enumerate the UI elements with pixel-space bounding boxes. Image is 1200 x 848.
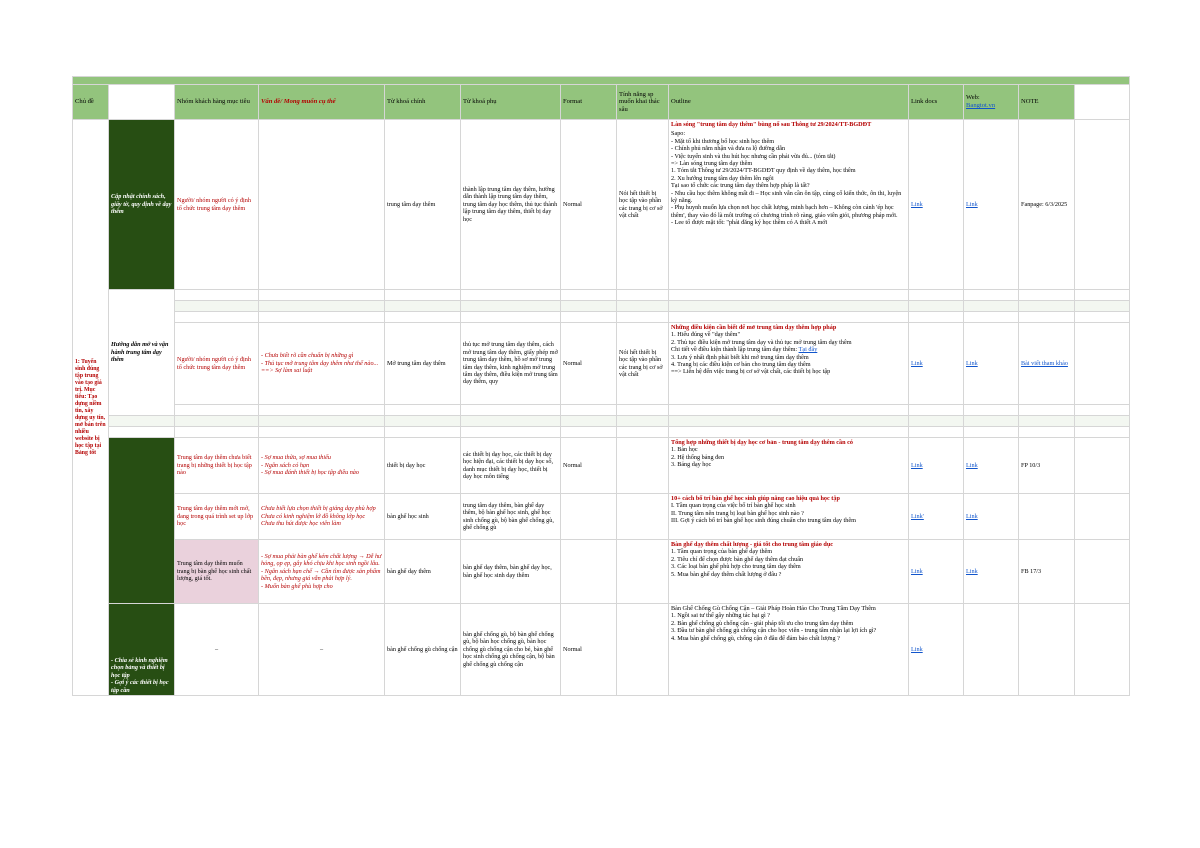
docs-link[interactable]: Link: [911, 359, 923, 367]
format-cell[interactable]: [561, 540, 617, 604]
feature-cell[interactable]: [617, 604, 669, 696]
extra-cell[interactable]: [1075, 438, 1130, 494]
spacer-row: [73, 427, 1130, 438]
table-row: [73, 540, 1130, 604]
docs-link[interactable]: Link: [911, 567, 923, 575]
outline-cell[interactable]: [669, 540, 909, 604]
outline-link[interactable]: Tại đây: [798, 346, 818, 354]
col-tinh-nang[interactable]: Tính năng sp muốn khai thác sâu: [617, 85, 669, 120]
table-row: [73, 120, 1130, 290]
col-van-de[interactable]: Vấn đề/ Mong muốn cụ thể: [259, 85, 385, 120]
sub-keyword-cell[interactable]: thành lập trung tâm dạy thêm, hướng dẫn thành lập trung tâm dạy thêm, trung tâm dạy học thêm, thủ tục thành lập trung tâm dạy thêm, thiết bị dạy học: [461, 120, 561, 290]
col-blank[interactable]: [109, 85, 175, 120]
problem-cell[interactable]: - Sợ mua phải bàn ghế kém chất lượng → Dễ hư hỏng, ọp ẹp, gây khó chịu khi học sinh ngồi lâu. - Ngân sách hạn chế → Cần tìm được sản phẩm bền, đẹp, nhưng giá vẫn phải hợp lý. - Muốn bàn ghế phù hợp cho: [259, 540, 385, 604]
feature-cell[interactable]: [617, 540, 669, 604]
col-format[interactable]: Format: [561, 85, 617, 120]
web-link[interactable]: Link: [966, 512, 978, 520]
main-keyword-cell[interactable]: thiết bị dạy học: [385, 438, 461, 494]
note-cell[interactable]: FP 10/3: [1019, 438, 1075, 494]
web-cell[interactable]: [964, 323, 1019, 405]
format-cell[interactable]: Normal: [561, 604, 617, 696]
main-keyword-cell[interactable]: bàn ghế dạy thêm: [385, 540, 461, 604]
note-cell[interactable]: Fanpage: 6/3/2025: [1019, 120, 1075, 290]
col-web[interactable]: [964, 85, 1019, 120]
docs-link[interactable]: Link: [911, 200, 923, 208]
audience-cell[interactable]: Người/ nhóm người có ý định tổ chức trung tâm dạy thêm: [175, 323, 259, 405]
outline-body: Sapo: - Mặt tổ khi thương bổ học sinh học thêm - Chính phủ nắm nhận và đưa ra lộ đường dẫn - Việc tuyển sinh và thu hút học nhưng cần phải vừa đủ... (tóm tắt) => Làn sóng trung tâm dạy thêm 1. Tóm tắt Thông tư 29/2024/TT-BGDĐT quy định về dạy thêm, học thêm 2. Xu hướng trung tâm dạy thêm lên ngôi Tại sao tổ chức các trung tâm dạy thêm hợp pháp là tất? - Nhu cầu học thêm không mất đi – Học sinh vẫn cần ôn tập, củng cố kiến thức, ôn thi, luyện kỹ năng. - Phụ huynh muốn lựa chọn nơi học chất lượng, minh bạch hơn – Không còn cảnh 'ép học thêm', thay vào đó là môi trường có chương trình rõ ràng, giáo viên giỏi, phương pháp mới. - Lee tổ được mặt tốt: "phải đăng ký học thêm có A thiết A mới: [671, 130, 902, 227]
note-cell[interactable]: [1019, 604, 1075, 696]
web-link[interactable]: Link: [966, 200, 978, 208]
audience-cell[interactable]: –: [175, 604, 259, 696]
docs-link[interactable]: Link': [911, 512, 924, 520]
web-cell[interactable]: [964, 494, 1019, 540]
extra-cell[interactable]: [1075, 540, 1130, 604]
outline-title: Những điều kiện cần biết để mở trung tâm dạy thêm hợp pháp: [671, 324, 837, 331]
outline-body: [671, 331, 906, 353]
category-cell[interactable]: Cập nhật chính sách, giấy tờ, quy định về dạy thêm: [109, 120, 175, 290]
link-docs-cell[interactable]: [909, 323, 964, 405]
extra-cell[interactable]: [1075, 120, 1130, 290]
audience-cell[interactable]: Người/ nhóm người có ý định tổ chức trung tâm dạy thêm: [175, 120, 259, 290]
main-keyword-cell[interactable]: Mở trung tâm dạy thêm: [385, 323, 461, 405]
outline-cell[interactable]: [669, 604, 909, 696]
outline-title: Tổng hợp những thiết bị dạy học cơ bản - trung tâm dạy thêm cần có: [671, 439, 853, 446]
outline-cell[interactable]: [669, 120, 909, 290]
outline-title: Làn sóng "trung tâm dạy thêm" bùng nổ sau Thông tư 29/2024/TT-BGDĐT: [671, 121, 872, 128]
outline-title: Bàn Ghế Chống Gù Chống Cận – Giải Pháp Hoàn Hảo Cho Trung Tâm Dạy Thêm: [671, 605, 876, 612]
feature-cell[interactable]: Nói hết thiết bị học tập vào phần các trang bị cơ sở vật chất: [617, 120, 669, 290]
web-link[interactable]: Link: [966, 461, 978, 469]
web-link[interactable]: Link: [966, 567, 978, 575]
col-extra[interactable]: [1075, 85, 1130, 120]
reference-link[interactable]: Bài viết tham khảo: [1021, 359, 1068, 367]
sub-keyword-cell[interactable]: trung tâm dạy thêm, bàn ghế dạy thêm, bộ bàn ghế học sinh, ghế học sinh chống gù, bộ bàn ghế chống gù, ghế chống gù: [461, 494, 561, 540]
outline-cell[interactable]: [669, 323, 909, 405]
main-keyword-cell[interactable]: bàn ghế học sinh: [385, 494, 461, 540]
web-cell[interactable]: [964, 604, 1019, 696]
note-cell[interactable]: [1019, 494, 1075, 540]
problem-cell[interactable]: [259, 120, 385, 290]
outline-cell[interactable]: [669, 438, 909, 494]
web-label: Web:: [966, 94, 980, 102]
spacer-row: [73, 301, 1130, 312]
col-tu-khoa-chinh[interactable]: Từ khoá chính: [385, 85, 461, 120]
link-docs-cell[interactable]: [909, 494, 964, 540]
col-nhom[interactable]: Nhóm khách hàng mục tiêu: [175, 85, 259, 120]
table-row: [73, 438, 1130, 494]
category-cell-dark[interactable]: [109, 438, 175, 604]
docs-link[interactable]: Link: [911, 461, 923, 469]
spacer-row: [73, 312, 1130, 323]
outline-title: 10+ cách bố trí bàn ghế học sinh giúp nâng cao hiệu quả học tập: [671, 495, 840, 502]
feature-cell[interactable]: [617, 438, 669, 494]
header-strip: [73, 77, 1130, 85]
spacer-row: [73, 290, 1130, 301]
audience-cell[interactable]: Trung tâm dạy thêm chưa biết trang bị những thiết bị học tập nào: [175, 438, 259, 494]
problem-cell[interactable]: –: [259, 604, 385, 696]
web-link[interactable]: Link: [966, 359, 978, 367]
feature-cell[interactable]: Nói hết thiết bị học tập vào phần các trang bị cơ sở vật chất: [617, 323, 669, 405]
category-cell[interactable]: - Chia sẻ kinh nghiệm chọn bảng và thiết bị học tập - Gợi ý các thiết bị học tập cần: [109, 604, 175, 696]
outline-body: 1. Tầm quan trọng của bàn ghế dạy thêm 2. Tiêu chí để chọn được bàn ghế dạy thêm đạt chuẩn 3. Các loại bàn ghế phù hợp cho trung tâm dạy thêm 5. Mua bàn ghế dạy thêm chất lượng ở đâu ?: [671, 548, 804, 578]
outline-body: 1. Bàn học 2. Hệ thống bảng đen 3. Bảng dạy học: [671, 446, 725, 469]
extra-cell[interactable]: [1075, 323, 1130, 405]
problem-cell[interactable]: - Chưa biết rõ cần chuẩn bị những gì - Thủ tục mở trung tâm dạy thêm như thế nào... ==> Sợ làm sai luật: [259, 323, 385, 405]
web-cell[interactable]: [964, 120, 1019, 290]
sub-keyword-cell[interactable]: các thiết bị dạy học, các thiết bị dạy học hiện đại, các thiết bị dạy học số, danh mục thiết bị dạy học, thiết bị dạy học môn tiếng: [461, 438, 561, 494]
outline-cell[interactable]: [669, 494, 909, 540]
format-cell[interactable]: [561, 494, 617, 540]
outline-body: 1. Ngồi sai tư thế gây những tác hại gì ? 2. Bàn ghế chống gù chống cận - giải pháp tối ưu cho trung tâm dạy thêm 3. Đầu tư bàn ghế chống gù chống cận cho học viên - trung tâm nhận lại lợi ích gì? 4. Mua bàn ghế chống gù, chống cận ở đâu để đảm bảo chất lượng ?: [671, 612, 877, 642]
web-site-link[interactable]: Bangtot.vn: [966, 102, 996, 109]
spacer-row: [73, 405, 1130, 416]
format-cell[interactable]: Normal: [561, 120, 617, 290]
col-note[interactable]: NOTE: [1019, 85, 1075, 120]
main-keyword-cell[interactable]: bàn ghế chống gù chống cận: [385, 604, 461, 696]
link-docs-cell[interactable]: [909, 120, 964, 290]
outline-title: Bàn ghế dạy thêm chất lượng - giá tốt cho trung tâm giáo dục: [671, 541, 834, 548]
spreadsheet: [72, 76, 1129, 696]
note-cell[interactable]: FB 17/3: [1019, 540, 1075, 604]
problem-cell[interactable]: Chưa biết lựa chọn thiết bị giảng dạy phù hợp Chưa có kinh nghiệm lớ đồ không lớp học Chưa thu hút được học viên làm: [259, 494, 385, 540]
link-docs-cell[interactable]: [909, 604, 964, 696]
link-docs-cell[interactable]: [909, 540, 964, 604]
main-topic-cell[interactable]: 1: Tuyển sinh đúng tập trung vào tạo giá trị. Mục tiêu: Tạo dựng niềm tin, xây dựng uy tín, mở bán trên nhiều website bị học tập tại Bảng tốt: [73, 120, 109, 696]
audience-text: Trung tâm dạy thêm muốn trang bị bàn ghế học sinh chất lượng, giá tốt.: [177, 560, 252, 583]
category-cell[interactable]: Hướng dẫn mở và vận hành trung tâm dạy thêm: [109, 290, 175, 416]
web-cell[interactable]: [964, 540, 1019, 604]
header-row: [73, 85, 1130, 120]
link-docs-cell[interactable]: [909, 438, 964, 494]
spacer-row: [73, 416, 1130, 427]
col-link-docs[interactable]: Link docs: [909, 85, 964, 120]
table-row: [73, 323, 1130, 405]
col-chu-de[interactable]: Chủ đề: [73, 85, 109, 120]
problem-cell[interactable]: - Sợ mua thừa, sợ mua thiếu - Ngân sách có hạn - Sợ mua đánh thiết bị học tập điều nào: [259, 438, 385, 494]
table-row: [73, 494, 1130, 540]
table-row: [73, 604, 1130, 696]
format-cell[interactable]: Normal: [561, 323, 617, 405]
web-cell[interactable]: [964, 438, 1019, 494]
col-tu-khoa-phu[interactable]: Từ khoá phụ: [461, 85, 561, 120]
feature-cell[interactable]: [617, 494, 669, 540]
content-plan-table: [72, 76, 1130, 696]
extra-cell[interactable]: [1075, 604, 1130, 696]
sub-keyword-cell[interactable]: thủ tục mở trung tâm dạy thêm, cách mở trung tâm dạy thêm, giấy phép mở trung tâm dạy thêm, hồ sơ mở trung tâm dạy thêm, kinh nghiệm mở trung tâm dạy thêm, điều kiện mở trung tâm dạy thêm, quy: [461, 323, 561, 405]
col-outline[interactable]: Outline: [669, 85, 909, 120]
note-cell[interactable]: [1019, 323, 1075, 405]
extra-cell[interactable]: [1075, 494, 1130, 540]
audience-cell[interactable]: Trung tâm dạy thêm mới mở, đang trong quá trình set up lớp học: [175, 494, 259, 540]
format-cell[interactable]: Normal: [561, 438, 617, 494]
outline-body: I. Tầm quan trọng của việc bố trí bàn ghế học sinh II. Trung tâm nên trang bị loại bàn ghế học sinh nào ? III. Gợi ý cách bố trí bàn ghế học sinh đúng chuẩn cho trung tâm dạy thêm: [671, 502, 856, 525]
outline-body-2: 3. Lưu ý nhất định phải biết khi mở trung tâm dạy thêm 4. Trang bị các điều kiện cơ bản cho trung tâm dạy thêm ==> Liên hệ đến việc trang bị cơ sở vật chất, các thiết bị học tập: [671, 353, 831, 376]
sub-keyword-cell[interactable]: bàn ghế chống gù, bộ bàn ghế chống gù, bộ bàn học chống gù, bàn học chống gù chống cận cho bé, bàn ghế học sinh chống gù chống cận, bộ bàn ghế chống gù chống cận: [461, 604, 561, 696]
sub-keyword-cell[interactable]: bàn ghế dạy thêm, bàn ghế dạy học, bàn ghế học sinh dạy thêm: [461, 540, 561, 604]
main-keyword-cell[interactable]: trung tâm dạy thêm: [385, 120, 461, 290]
audience-cell[interactable]: [175, 540, 259, 604]
outline-text: 1. Hiểu đúng về "dạy thêm" 2. Thủ tục điều kiện mở trung tâm dạy và thủ tục mở trung tâm dạy thêm Chi tiết về điều kiện thành lập trung tâm dạy thêm:: [671, 331, 852, 354]
docs-link[interactable]: Link: [911, 645, 923, 653]
